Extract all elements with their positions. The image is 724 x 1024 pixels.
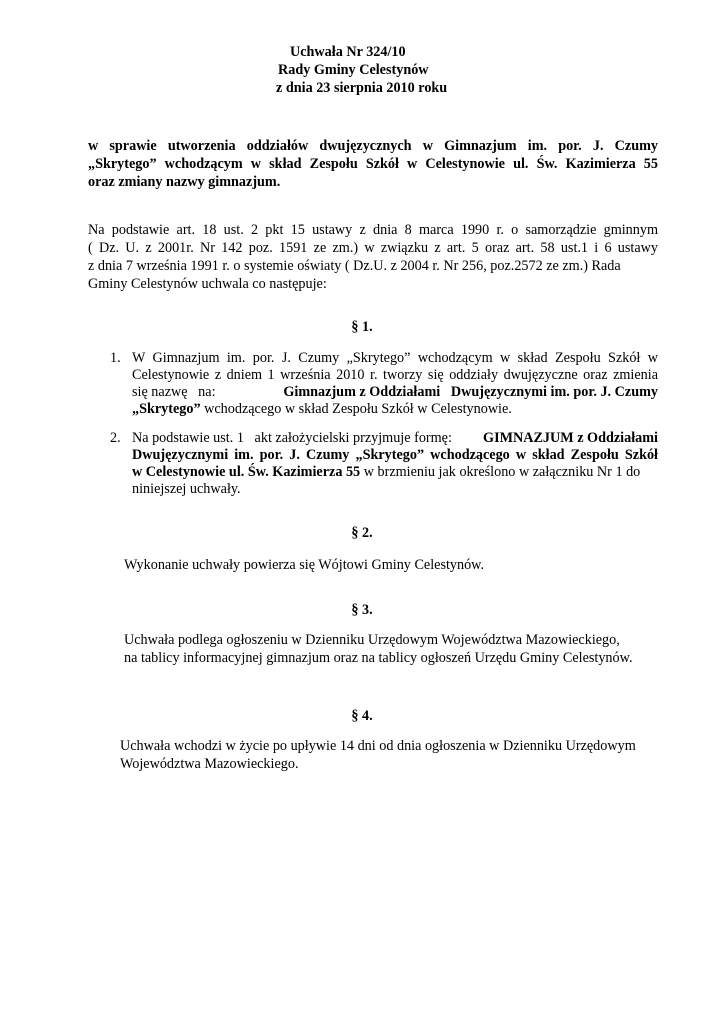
item-2-line-3 bbox=[132, 464, 640, 481]
basis-line-3: z dnia 7 września 1991 r. o systemie oświaty ( Dz.U. z 2004 r. Nr 256, poz.2572 ze zm.) Rada bbox=[88, 258, 621, 274]
item-number: 1. bbox=[110, 350, 121, 366]
subject-line-1: w sprawie utworzenia oddziałów dwujęzycznych w Gimnazjum im. por. J. Czumy bbox=[88, 138, 658, 154]
section-4-line-1: Uchwała wchodzi w życie po upływie 14 dni od dnia ogłoszenia w Dzienniku Urzędowym bbox=[120, 738, 636, 754]
council-name: Rady Gminy Celestynów bbox=[278, 62, 429, 78]
item-1-line-3-plain: się nazwę na: bbox=[132, 384, 223, 400]
section-1-heading: § 1. bbox=[351, 319, 373, 335]
item-2-line-1-plain: Na podstawie ust. 1 akt założycielski przyjmuje formę: bbox=[132, 430, 456, 446]
item-1-line-2: Celestynowie z dniem 1 września 2010 r. tworzy się oddziały dwujęzyczne oraz zmienia bbox=[132, 367, 658, 383]
section-4-line-2: Województwa Mazowieckiego. bbox=[120, 756, 299, 772]
basis-line-2: ( Dz. U. z 2001r. Nr 142 poz. 1591 ze zm.) w związku z art. 5 oraz art. 58 ust.1 i 6 ustawy bbox=[88, 240, 658, 256]
basis-line-4: Gminy Celestynów uchwala co następuje: bbox=[88, 276, 327, 292]
section-3-line-2: na tablicy informacyjnej gimnazjum oraz na tablicy ogłoszeń Urzędu Gminy Celestynów. bbox=[124, 650, 633, 666]
section-3-line-1: Uchwała podlega ogłoszeniu w Dzienniku Urzędowym Województwa Mazowieckiego, bbox=[124, 632, 620, 648]
school-new-name: Gimnazjum z Oddziałami Dwujęzycznymi im. por. J. Czumy bbox=[283, 384, 658, 400]
item-2-line-2: Dwujęzycznymi im. por. J. Czumy „Skrytego” wchodzącego w skład Zespołu Szkół bbox=[132, 447, 658, 463]
section-3-heading: § 3. bbox=[351, 602, 373, 618]
item-1-line-4 bbox=[132, 401, 512, 418]
section-2-heading: § 2. bbox=[351, 525, 373, 541]
item-2-line-4: niniejszej uchwały. bbox=[132, 481, 241, 497]
school-address: w Celestynowie ul. Św. Kazimierza 55 bbox=[132, 464, 361, 480]
item-number: 2. bbox=[110, 430, 121, 446]
item-2-line-3-plain: w brzmieniu jak określono w załączniku Nr 1 do bbox=[360, 464, 641, 480]
item-1-line-1: W Gimnazjum im. por. J. Czumy „Skrytego” wchodzącym w skład Zespołu Szkół w bbox=[132, 350, 658, 366]
subject-line-2: „Skrytego” wchodzącym w skład Zespołu Szkół w Celestynowie ul. Św. Kazimierza 55 bbox=[88, 156, 658, 172]
item-1-line-3 bbox=[132, 384, 658, 401]
section-4-heading: § 4. bbox=[351, 708, 373, 724]
resolution-date: z dnia 23 sierpnia 2010 roku bbox=[276, 80, 448, 96]
item-2-line-1 bbox=[132, 430, 658, 447]
section-2-text: Wykonanie uchwały powierza się Wójtowi Gminy Celestynów. bbox=[124, 557, 485, 573]
school-form-name: GIMNAZJUM z Oddziałami bbox=[483, 430, 658, 446]
school-nickname: „Skrytego” bbox=[132, 401, 201, 417]
basis-line-1: Na podstawie art. 18 ust. 2 pkt 15 ustawy z dnia 8 marca 1990 r. o samorządzie gminnym bbox=[88, 222, 658, 238]
item-1-line-4-plain: wchodzącego w skład Zespołu Szkół w Celestynowie. bbox=[200, 401, 512, 417]
subject-line-3: oraz zmiany nazwy gimnazjum. bbox=[88, 174, 281, 190]
resolution-number: Uchwała Nr 324/10 bbox=[290, 44, 406, 60]
